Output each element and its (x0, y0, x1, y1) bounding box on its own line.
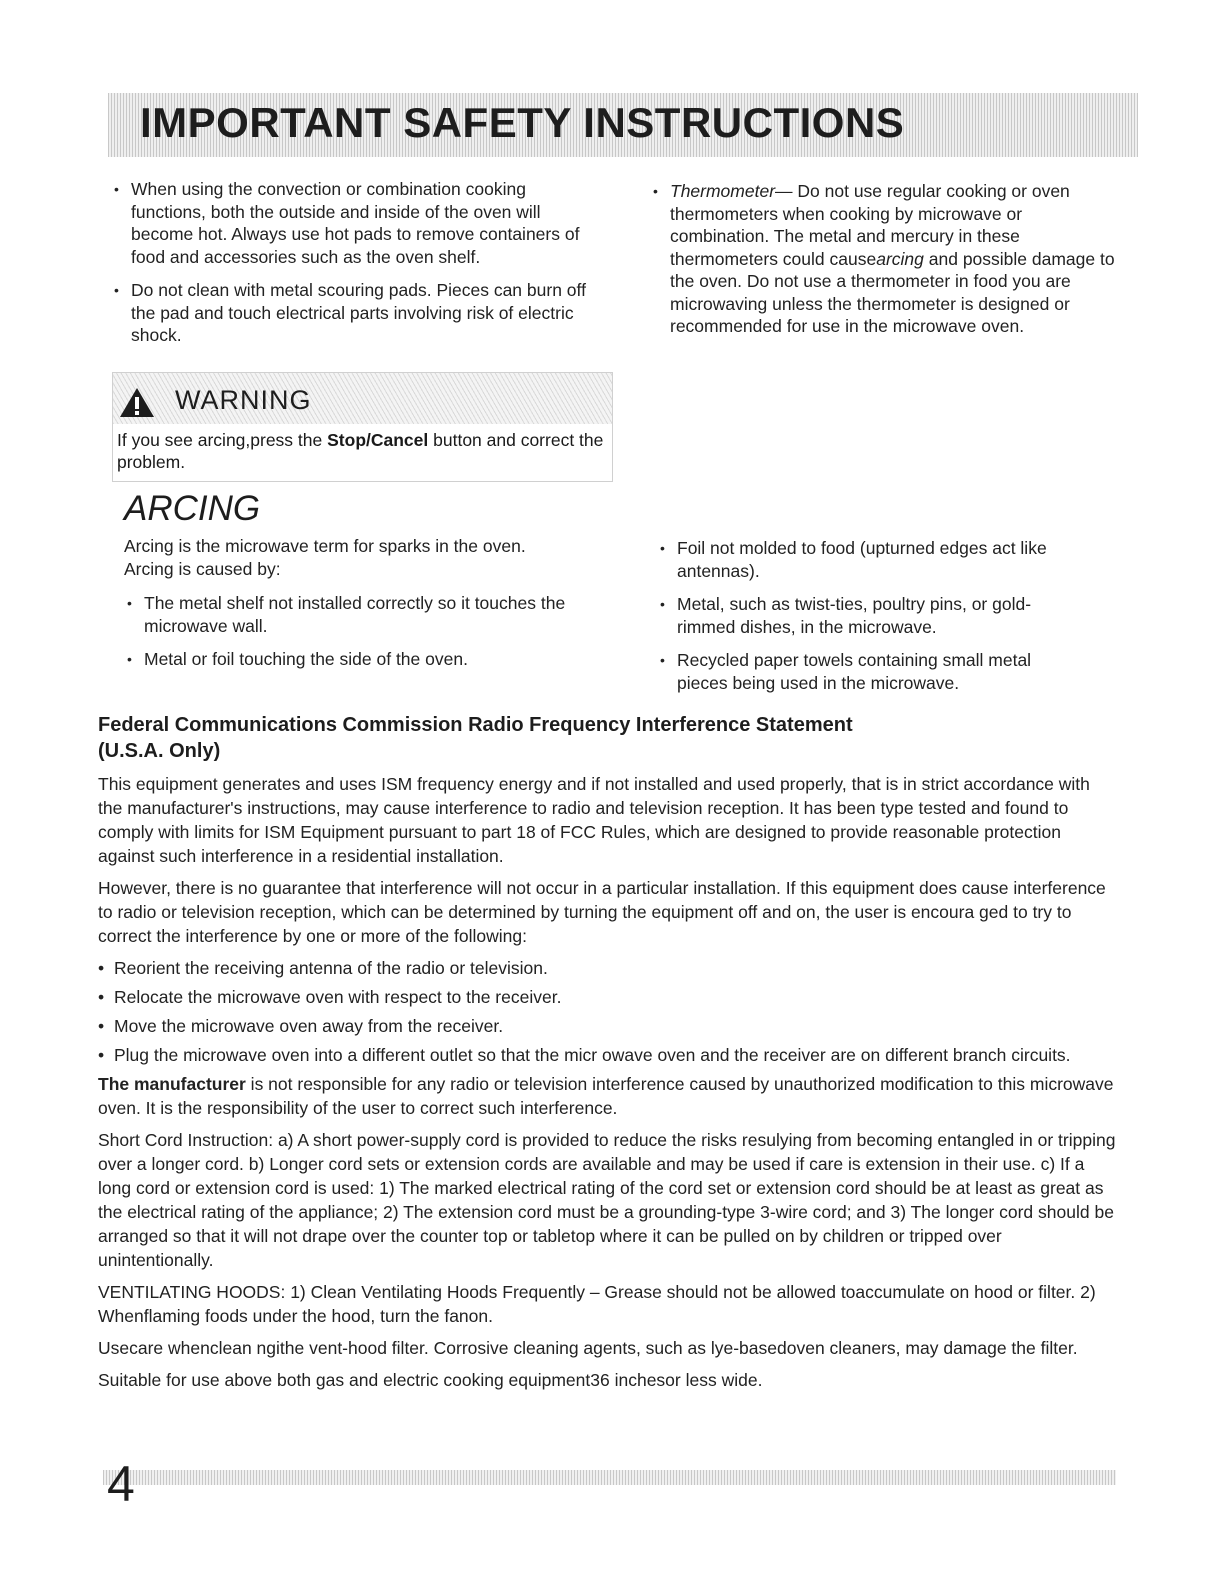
fcc-paragraph-1: This equipment generates and uses ISM frequency energy and if not installed and used properly, that is in strict accordance with the manufacturer's instructions, may cause interference to radio and television reception. It has been type tested and found to comply with limits for ISM Equipment pursuant to part 18 of FCC Rules, which are designed to provide reasonable protection against such interference in a residential installation. (98, 774, 1090, 866)
list-item: • Metal or foil touching the side of the oven. (127, 649, 468, 669)
page-title: IMPORTANT SAFETY INSTRUCTIONS (140, 99, 905, 146)
list-item: • Relocate the microwave oven with respect to the receiver. (98, 987, 562, 1007)
arcing-title: ARCING (124, 489, 261, 528)
footer-bar (103, 1470, 1116, 1485)
list-item: • When using the convection or combination cooking functions, both the outside and inside of the oven will become hot. Always use hot pads to remove containers of food and accessories such as the oven shelf. (114, 179, 580, 267)
bullet-icon: • (98, 987, 105, 1007)
bullet-icon: • (114, 282, 119, 298)
page-number: 4 (107, 1456, 135, 1512)
bullet-icon: • (127, 595, 132, 611)
bullet-icon: • (660, 652, 665, 668)
title-banner (108, 93, 1138, 157)
arcing-right (660, 537, 1057, 694)
usecare-paragraph: Usecare whenclean ngithe vent-hood filter. Corrosive cleaning agents, such as lye-basedoven cleaners, may damage the filter. (98, 1338, 1078, 1358)
list-item: • Reorient the receiving antenna of the radio or television. (98, 958, 548, 978)
list-item: • Move the microwave oven away from the receiver. (98, 1016, 504, 1036)
list-item: • Plug the microwave oven into a different outlet so that the micr owave oven and the receiver are on different branch circuits. (98, 1045, 1071, 1065)
list-item: • Do not clean with metal scouring pads. Pieces can burn off the pad and touch electrical parts involving risk of electric shock. (114, 280, 586, 345)
bullet-icon: • (98, 958, 105, 978)
bullet-icon: • (660, 596, 665, 612)
suitable-paragraph: Suitable for use above both gas and electric cooking equipment36 inchesor less wide. (98, 1370, 763, 1390)
warning-text: If you see arcing,press the Stop/Cancel button and correct the problem. (117, 430, 604, 472)
arcing-left: Arcing is the microwave term for sparks in the oven. Arcing is caused by: • The metal shelf not installed correctly so it touches the microwave wall. • Metal or foil touching the side of the oven. (124, 535, 584, 671)
fcc-paragraph-2: However, there is no guarantee that interference will not occur in a particular installation. If this equipment does cause interference to radio or television reception, which can be determined by turning the equipment off and on, the user is encoura ged to try to correct the interference by one or more of the following: (98, 878, 1106, 946)
list-item: • Recycled paper towels containing small metal pieces being used in the microwave. (660, 650, 1032, 693)
right-column (653, 180, 1120, 338)
ventilating-paragraph: VENTILATING HOODS: 1) Clean Ventilating Hoods Frequently – Grease should not be allowed toaccumulate on hood or filter. 2) Whenflaming foods under the hood, turn the fanon. (98, 1282, 1096, 1326)
list-item: • Foil not molded to food (upturned edges act like antennas). (660, 538, 1047, 581)
left-column (114, 178, 601, 347)
manufacturer-paragraph: The manufacturer is not responsible for any radio or television interference caused by unauthorized modification to this microwave oven. It is the responsibility of the user to correct such interference. (98, 1074, 1114, 1118)
warning-triangle-icon (119, 387, 155, 418)
thermometer-term: Thermometer (670, 181, 776, 201)
list-item: • The metal shelf not installed correctly so it touches the microwave wall. (127, 593, 566, 636)
fcc-body (98, 772, 1118, 1400)
warning-box (112, 372, 613, 482)
short-cord-paragraph: Short Cord Instruction: a) A short power-supply cord is provided to reduce the risks resulying from becoming entangled in or tripping over a longer cord. b) Longer cord sets or extension cords are available and may be used if care is extension in their use. c) If a long cord or extension cord is used: 1) The marked electrical rating of the cord set or extension cord should be at least as great as the electrical rating of the appliance; 2) The extension cord must be a grounding-type 3-wire cord; and 3) The longer cord should be arranged so that it will not drape over the counter top or tabletop where it can be pulled on by children or tripped over unintentionally. (98, 1130, 1116, 1270)
bullet-icon: • (114, 181, 119, 197)
bullet-icon: • (98, 1045, 105, 1065)
bullet-icon: • (653, 183, 658, 199)
manufacturer-label: The manufacturer (98, 1074, 246, 1094)
warning-title: WARNING (175, 385, 312, 415)
list-item: • Metal, such as twist-ties, poultry pins, or gold-rimmed dishes, in the microwave. (660, 594, 1032, 637)
bullet-icon: • (660, 540, 665, 556)
bullet-icon: • (127, 651, 132, 667)
warning-header (113, 373, 612, 424)
stop-cancel-label: Stop/Cancel (327, 430, 429, 450)
fcc-heading: Federal Communications Commission Radio Frequency Interference Statement (U.S.A. Only) (98, 714, 853, 762)
bullet-icon: • (98, 1016, 105, 1036)
list-item: • Thermometer— Do not use regular cooking or oven thermometers when cooking by microwave or combination. The metal and mercury in these thermometers could causearcing and possible damage to the oven. Do not use a thermometer in food you are microwaving unless the thermometer is designed or recommended for use in the microwave oven. (653, 181, 1115, 336)
